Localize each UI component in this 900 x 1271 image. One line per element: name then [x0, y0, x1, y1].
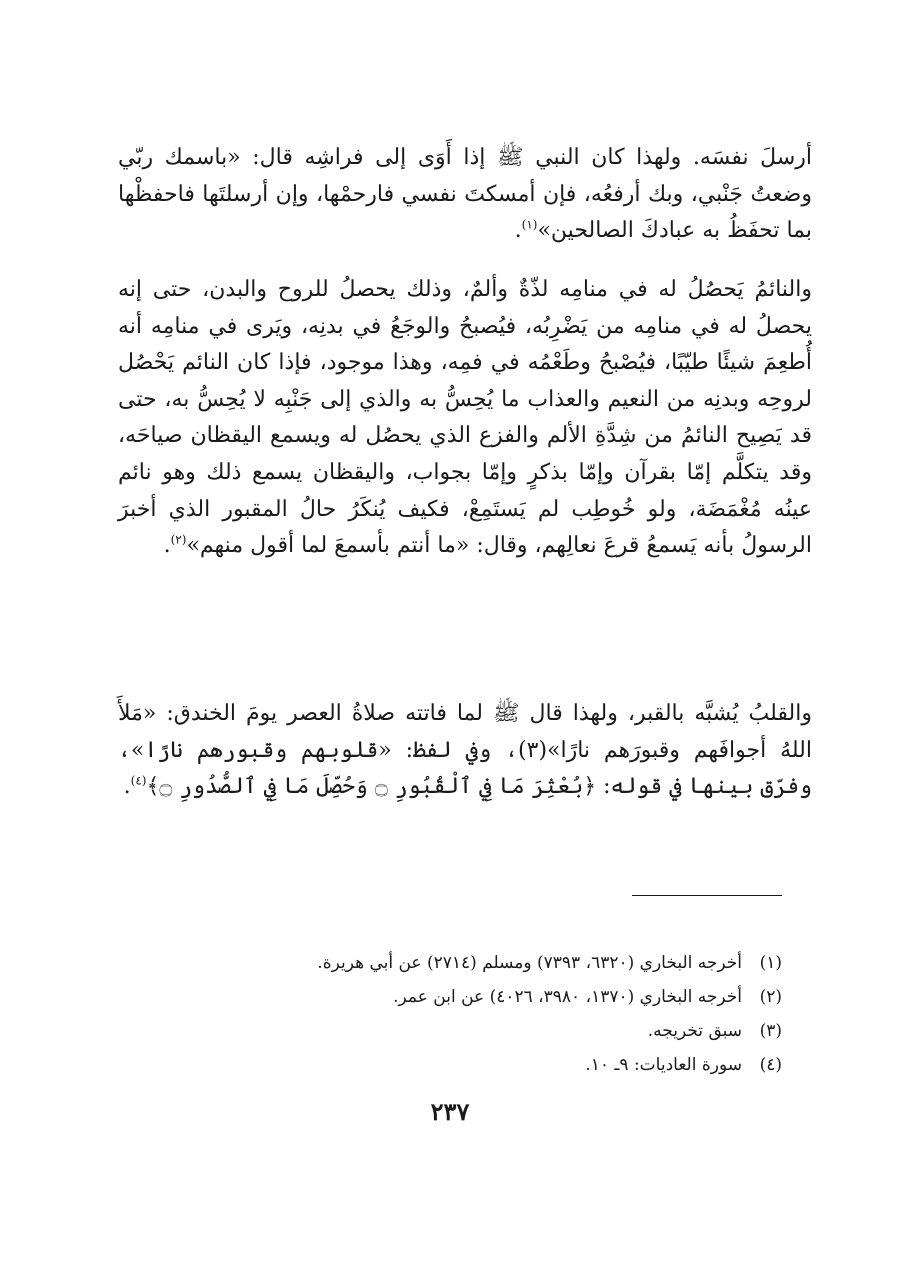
footnote-number: (٢)	[759, 987, 782, 1007]
paragraph-text: والنائمُ يَحصُلُ له في منامِه لذّةٌ وألمٌ، وذلك يحصلُ للروح والبدن، حتى إنه يحصلُ له في منامِه من يَضْرِبُه، فيُصبحُ والوجَعُ في بدنِه، ويَرى في منامِه أنه أُطعِمَ شيئًا طيّبًا، فيُصْبحُ وطَعْمُه في فمِه، وهذا موجود، فإذا كان النائم يَحْصُل لروحِه وبدنِه من النعيم والعذاب ما يُحِسُّ به والذي إلى جَنْبِه لا يُحِسُّ به، حتى قد يَصِيح النائمُ من شِدَّةِ الألم والفزع الذي يحصُل له ويسمع اليقظان صياحَه، وقد يتكلَّم إمّا بقرآن وإمّا بذكرٍ وإمّا بجواب، واليقظان يسمع ذلك وهو نائم عينُه مُغْمَضَة، ولو خُوطِب لم يَستَمِعْ، فكيف يُنكَرُ حالُ المقبور الذي أخبرَ الرسولُ بأنه يَسمعُ قرعَ نعالِهم، وقال: «ما أنتم بأسمعَ لما أقول منهم»	[111, 277, 812, 559]
paragraph-tail: .	[514, 218, 522, 244]
footnote-divider	[632, 895, 782, 896]
footnote-number: (٣)	[759, 1021, 782, 1041]
footnotes-list	[88, 946, 782, 1082]
paragraph	[111, 272, 812, 674]
footnote-ref[interactable]: (١)	[521, 217, 538, 232]
paragraph	[111, 140, 812, 250]
footnote-ref[interactable]: (٤)	[130, 773, 147, 788]
footnote-item	[88, 1048, 782, 1082]
footnote-text: أخرجه البخاري (١٣٧٠، ٣٩٨٠، ٤٠٢٦) عن ابن عمر.	[393, 987, 742, 1007]
footnote-item	[88, 980, 782, 1014]
paragraph-tail: .	[163, 533, 171, 559]
paragraph-text: والقلبُ يُشبَّه بالقبر، ولهذا قال ﷺ لما فاتته صلاةُ العصر يومَ الخندق: «مَلأَ اللهُ أجوافَهم وقبورَهم نارًا»(٣)، وفي لفظ: «قلوبهم وقبورهم نارًا»، وفرّق بينها في قوله: ﴿بُعْثِرَ مَا فِي ٱلْقُبُورِ ۝ وَحُصِّلَ مَا فِي ٱلصُّدُورِ ۝﴾	[111, 701, 812, 800]
footnote-number: (١)	[759, 953, 782, 973]
footnote-item	[88, 1014, 782, 1048]
paragraph-text: أرسلَ نفسَه. ولهذا كان النبي ﷺ إذا أَوَى إلى فراشِه قال: «باسمك ربّي وضعتُ جَنْبي، وبك أرفعُه، فإن أمسكتَ نفسي فارحمْها، وإن أرسلتَها فاحفظْها بما تحفَظُ به عبادكَ الصالحين»	[111, 145, 812, 244]
paragraph-tail: .	[123, 774, 131, 800]
footnote-item	[88, 946, 782, 980]
footnote-number: (٤)	[759, 1055, 782, 1075]
footnote-text: سورة العاديات: ٩ـ ١٠.	[585, 1055, 742, 1075]
paragraph	[111, 696, 812, 842]
footnote-text: أخرجه البخاري (٦٣٢٠، ٧٣٩٣) ومسلم (٢٧١٤) عن أبي هريرة.	[317, 953, 742, 973]
footnote-text: سبق تخريجه.	[647, 1021, 742, 1041]
page-body	[111, 140, 812, 864]
page-number: ٢٣٧	[430, 1097, 470, 1126]
footnote-ref[interactable]: (٢)	[170, 532, 187, 547]
